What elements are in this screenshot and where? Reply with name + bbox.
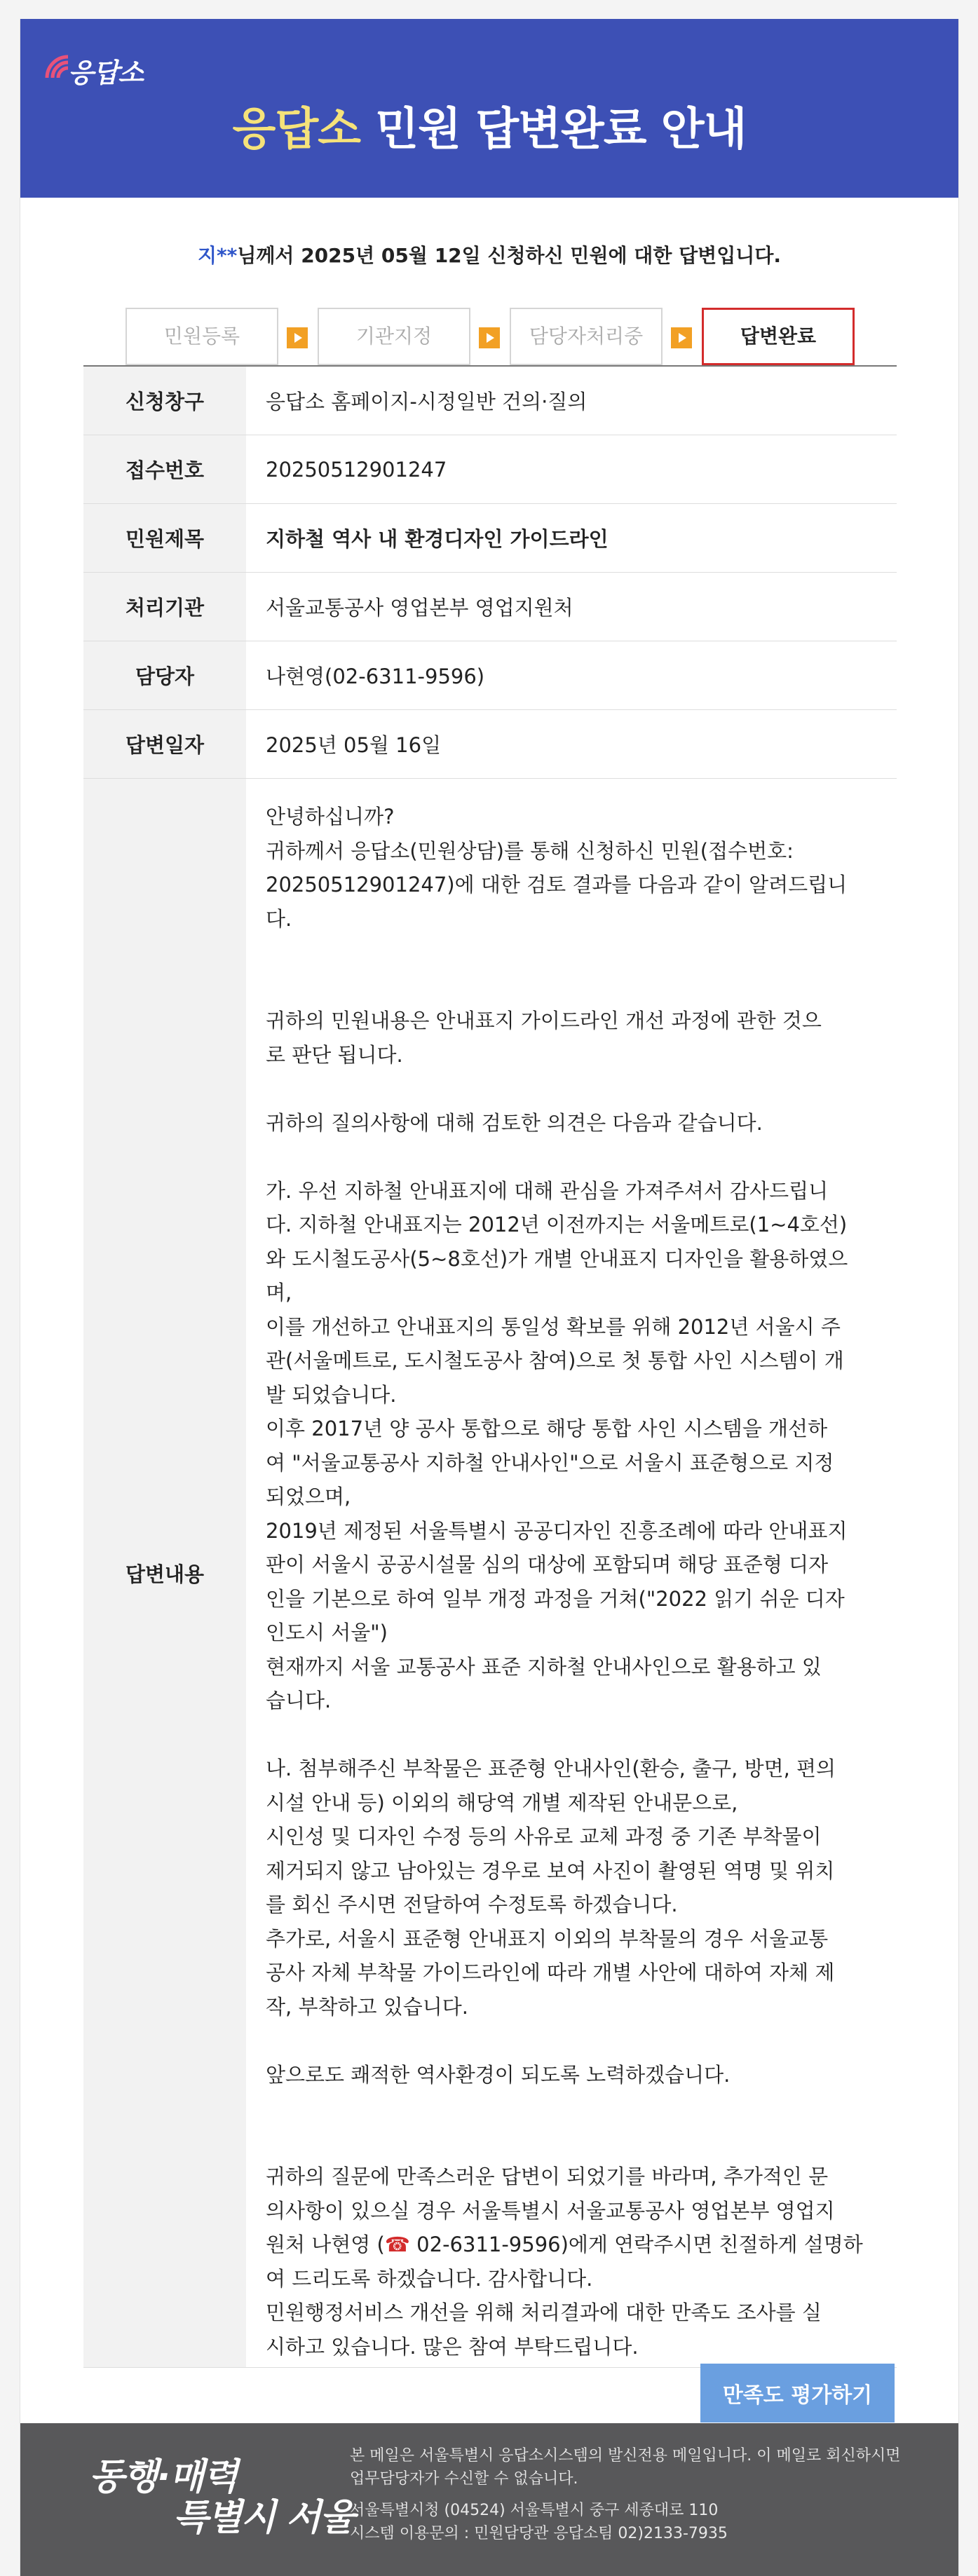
date-label: 답변일자 [83,710,246,778]
slogan-line-2: 특별시 서울 [173,2497,354,2539]
slogan-line-1: 동행·매력 [89,2456,237,2498]
staff-value: 나현영(02-6311-9596) [266,665,485,688]
mail-header [20,19,958,198]
greeting-message: 님께서 2025년 05월 12일 신청하신 민원에 대한 답변입니다. [237,244,782,267]
step-assigned: 기관지정 [318,308,470,365]
table-row-answer [83,779,897,2368]
step-registered: 민원등록 [125,308,278,365]
date-value: 2025년 05월 16일 [266,733,442,757]
greeting-text [20,240,958,268]
seoul-slogan-logo [89,2457,353,2538]
channel-label: 신청창구 [83,367,246,435]
footer-contact: 시스템 이용문의 : 민원담당관 응답소팀 02)2133-7935 [350,2525,728,2542]
staff-label: 담당자 [83,641,246,709]
footer-text [350,2444,901,2554]
step-arrow-icon [479,327,500,348]
answer-label: 답변내용 [83,779,246,2367]
table-row-channel [83,367,897,435]
step-arrow-icon [671,327,692,348]
table-row-staff [83,641,897,710]
title-brand: 응답소 [232,104,361,156]
complaint-info-table [83,365,897,2368]
table-row-agency [83,573,897,641]
step-processing: 담당자처리중 [510,308,663,365]
step-arrow-icon [287,327,308,348]
eungdapso-logo [40,36,152,92]
answer-closing: 02-6311-9596)에게 연락주시면 친절하게 설명하 여 드리도록 하겠습니다. 감사합니다. 민원행정서비스 개선을 위해 처리결과에 대한 만족도 조사를 실 시하고 있습니다. 많은 참여 부탁드립니다. [266,2233,863,2359]
receipt-label: 접수번호 [83,435,246,503]
applicant-name: 지** [197,244,238,267]
mail-title [20,93,958,158]
mail-container [20,19,959,2576]
phone-icon: ☎ [384,2233,410,2256]
mail-footer [20,2423,958,2576]
answer-body: 안녕하십니까? 귀하께서 응답소(민원상담)를 통해 신청하신 민원(접수번호: 20250512901247)에 대한 검토 결과를 다음과 같이 알려드립니 다. 귀하의 민원내용은 안내표지 가이드라인 개선 과정에 관한 것으 로 판단 됩니다. 귀하의 질의사항에 대해 검토한 의견은 다음과 같습니다. 가. 우선 지하철 안내표지에 대해 관심을 가져주셔서 감사드립니 다. 지하철 안내표지는 2012년 이전까지는 서울메트로(1~4호선) 와 도시철도공사(5~8호선)가 개별 안내표지 디자인을 활용하였으 며, 이를 개선하고 안내표지의 통일성 확보를 위해 2012년 서울시 주 관(서울메트로, 도시철도공사 참여)으로 첫 통합 사인 시스템이 개 발 되었습니다. 이후 2017년 양 공사 통합으로 해당 통합 사인 시스템을 개선하 여 "서울교통공사 지하철 안내사인"으로 서울시 표준형으로 지정 되었으며, 2019년 제정된 서울특별시 공공디자인 진흥조례에 따라 안내표지 판이 서울시 공공시설물 심의 대상에 포함되며 해당 표준형 디자 인을 기본으로 하여 일부 개정 과정을 거쳐("2022 읽기 쉬운 디자 인도시 서울") 현재까지 서울 교통공사 표준 지하철 안내사인으로 활용하고 있 습니다. 나. 첨부해주신 부착물은 표준형 안내사인(환승, 출구, 방면, 편의 시설 안내 등) 이외의 해당역 개별 제작된 안내문으로, 시인성 및 디자인 수정 등의 사유로 교체 과정 중 기존 부착물이 제거되지 않고 남아있는 경우로 보여 사진이 촬영된 역명 및 위치 를 회신 주시면 전달하여 수정토록 하겠습니다. 추가로, 서울시 표준형 안내표지 이외의 부착물의 경우 서울교통 공사 자체 부착물 가이드라인에 따라 개별 사안에 대하여 자체 제 작, 부착하고 있습니다. 앞으로도 쾌적한 역사환경이 되도록 노력하겠습니다. 귀하의 질문에 만족스러운 답변이 되었기를 바라며, 추가적인 문 의사항이 있으실 경우 서울특별시 서울교통공사 영업본부 영업지 원처 나현영 ( [266,805,848,2256]
subject-value: 지하철 역사 내 환경디자인 가이드라인 [266,527,609,551]
subject-label: 민원제목 [83,504,246,572]
step-completed: 답변완료 [702,308,855,365]
channel-value: 응답소 홈페이지-시정일반 건의·질의 [266,390,588,414]
satisfaction-survey-button[interactable]: 만족도 평가하기 [700,2364,895,2422]
table-row-receipt [83,435,897,504]
footer-notice-2: 업무담당자가 수신할 수 없습니다. [350,2470,578,2488]
agency-value: 서울교통공사 영업본부 영업지원처 [266,596,573,620]
progress-steps [125,308,855,365]
footer-notice-1: 본 메일은 서울특별시 응답소시스템의 발신전용 메일입니다. 이 메일로 회신하시면 [350,2447,901,2465]
answer-content [246,779,897,2367]
table-row-subject [83,504,897,573]
title-rest: 민원 답변완료 안내 [360,104,747,156]
logo-text: 응답소 [68,57,144,88]
footer-address: 서울특별시청 (04524) 서울특별시 중구 세종대로 110 [350,2502,719,2519]
table-row-date [83,710,897,779]
receipt-value: 20250512901247 [266,457,447,482]
agency-label: 처리기관 [83,573,246,641]
